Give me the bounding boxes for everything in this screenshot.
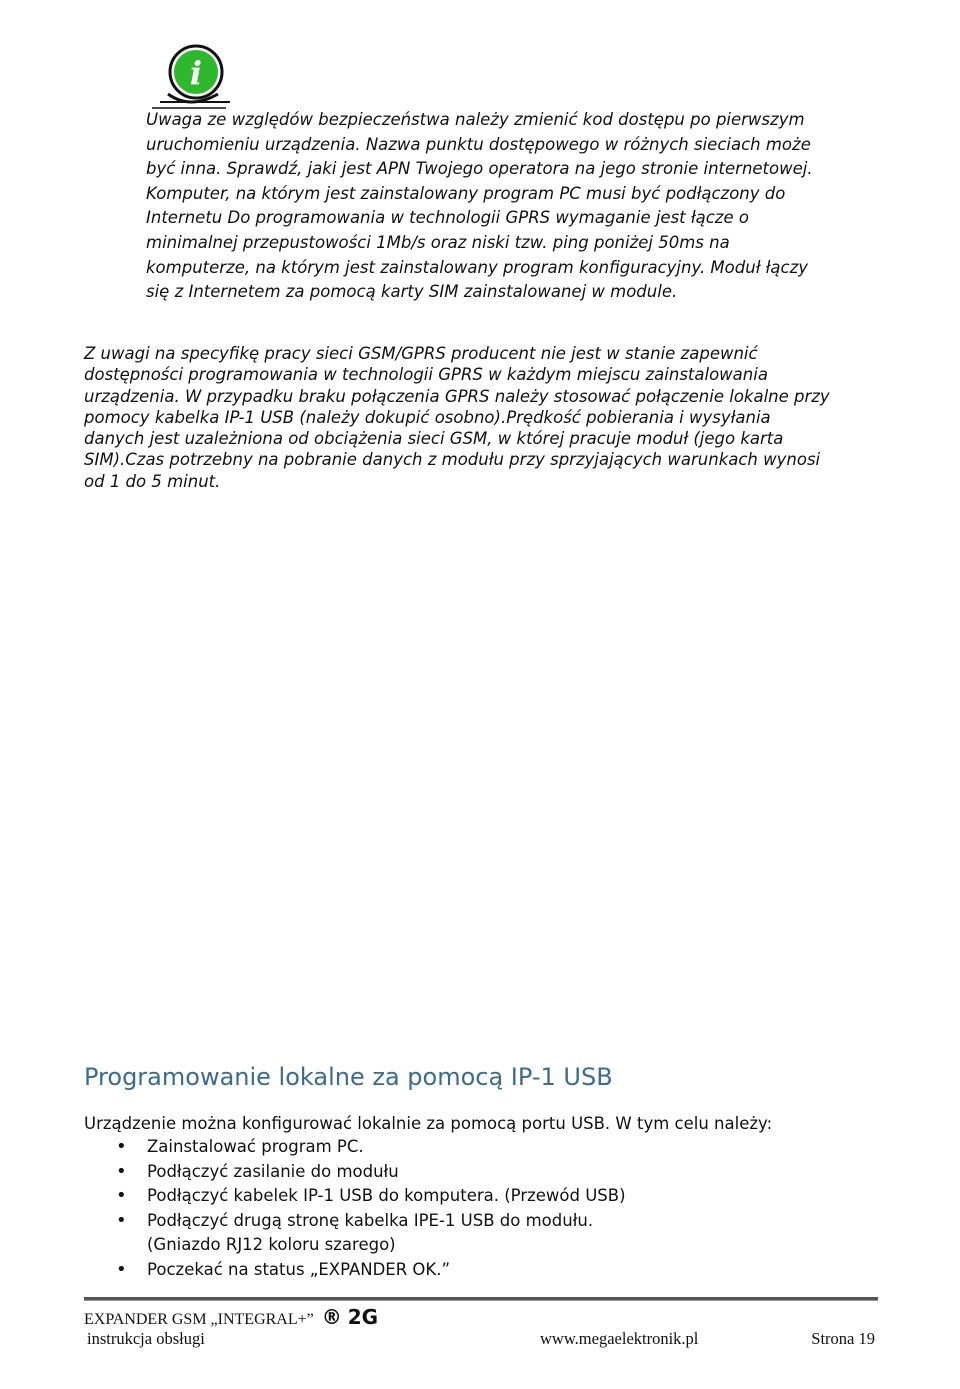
bullet-icon: • bbox=[116, 1209, 127, 1231]
list-item bbox=[84, 1184, 864, 1209]
note-line: pomocy kabelka IP-1 USB (należy dokupić osobno).Prędkość pobierania i wysyłania bbox=[84, 407, 771, 427]
footer-doc-type: instrukcja obsługi bbox=[87, 1329, 205, 1348]
note-line: Z uwagi na specyfikę pracy sieci GSM/GPRS producent nie jest w stanie zapewnić bbox=[84, 344, 758, 363]
note-line: urządzenia. W przypadku braku połączenia GPRS należy stosować połączenie lokalne przy bbox=[84, 386, 830, 406]
footer-website: www.megaelektronik.pl bbox=[540, 1329, 699, 1348]
bullet-icon: • bbox=[116, 1258, 127, 1280]
info-icon-letter: i bbox=[189, 54, 203, 92]
note-line: dostępności programowania w technologii GPRS w każdym miejscu zainstalowania bbox=[84, 365, 768, 385]
info-line: Internetu Do programowania w technologii GPRS wymaganie jest łącze o bbox=[146, 208, 749, 228]
step-text: Podłączyć kabelek IP-1 USB do komputera. (Przewód USB) bbox=[147, 1186, 626, 1205]
list-item bbox=[84, 1209, 864, 1258]
info-icon bbox=[146, 42, 236, 112]
section-intro: Urządzenie można konfigurować lokalnie za pomocą portu USB. W tym celu należy: bbox=[84, 1114, 773, 1133]
step-text: Poczekać na status „EXPANDER OK.” bbox=[147, 1259, 451, 1279]
note-line: od 1 do 5 minut. bbox=[84, 471, 221, 491]
note-line: SIM).Czas potrzebny na pobranie danych z modułu przy sprzyjających warunkach wynosi bbox=[84, 450, 821, 470]
info-line: minimalnej przepustowości 1Mb/s oraz niski tzw. ping poniżej 50ms na bbox=[146, 232, 730, 252]
footer-product-name: EXPANDER GSM „INTEGRAL+” bbox=[84, 1311, 314, 1328]
step-text: Zainstalować program PC. bbox=[147, 1137, 364, 1156]
footer-page-number: Strona 19 bbox=[811, 1329, 875, 1348]
list-item bbox=[84, 1258, 864, 1283]
info-callout bbox=[146, 108, 886, 305]
list-item bbox=[84, 1135, 864, 1160]
info-line: Komputer, na którym jest zainstalowany program PC musi być podłączony do bbox=[146, 183, 786, 203]
info-line: uruchomieniu urządzenia. Nazwa punktu dostępowego w różnych sieciach może bbox=[146, 134, 811, 154]
gprs-note bbox=[84, 343, 884, 492]
step-text: Podłączyć zasilanie do modułu bbox=[147, 1161, 399, 1181]
info-line: się z Internetem za pomocą karty SIM zainstalowanej w module. bbox=[146, 282, 678, 302]
info-line: komputerze, na którym jest zainstalowany program konfiguracyjny. Moduł łączy bbox=[146, 257, 809, 277]
bullet-icon: • bbox=[116, 1160, 127, 1182]
footer-divider bbox=[84, 1297, 878, 1301]
step-text-continuation: (Gniazdo RJ12 koloru szarego) bbox=[147, 1235, 396, 1254]
bullet-icon: • bbox=[116, 1185, 127, 1206]
steps-list bbox=[84, 1135, 864, 1282]
footer-generation: 2G bbox=[347, 1305, 379, 1329]
step-text: Podłączyć drugą stronę kabelka IPE-1 USB do modułu. bbox=[147, 1210, 594, 1230]
info-line: Uwaga ze względów bezpieczeństwa należy zmienić kod dostępu po pierwszym bbox=[146, 110, 805, 129]
list-item bbox=[84, 1160, 864, 1185]
bullet-icon: • bbox=[116, 1136, 127, 1157]
registered-mark: ® bbox=[321, 1305, 342, 1329]
info-line: być inna. Sprawdź, jaki jest APN Twojego operatora na jego stronie internetowej. bbox=[146, 159, 813, 179]
section-heading: Programowanie lokalne za pomocą IP-1 USB bbox=[84, 1063, 613, 1091]
footer bbox=[84, 1328, 878, 1350]
note-line: danych jest uzależniona od obciążenia sieci GSM, w której pracuje moduł (jego karta bbox=[84, 429, 784, 449]
